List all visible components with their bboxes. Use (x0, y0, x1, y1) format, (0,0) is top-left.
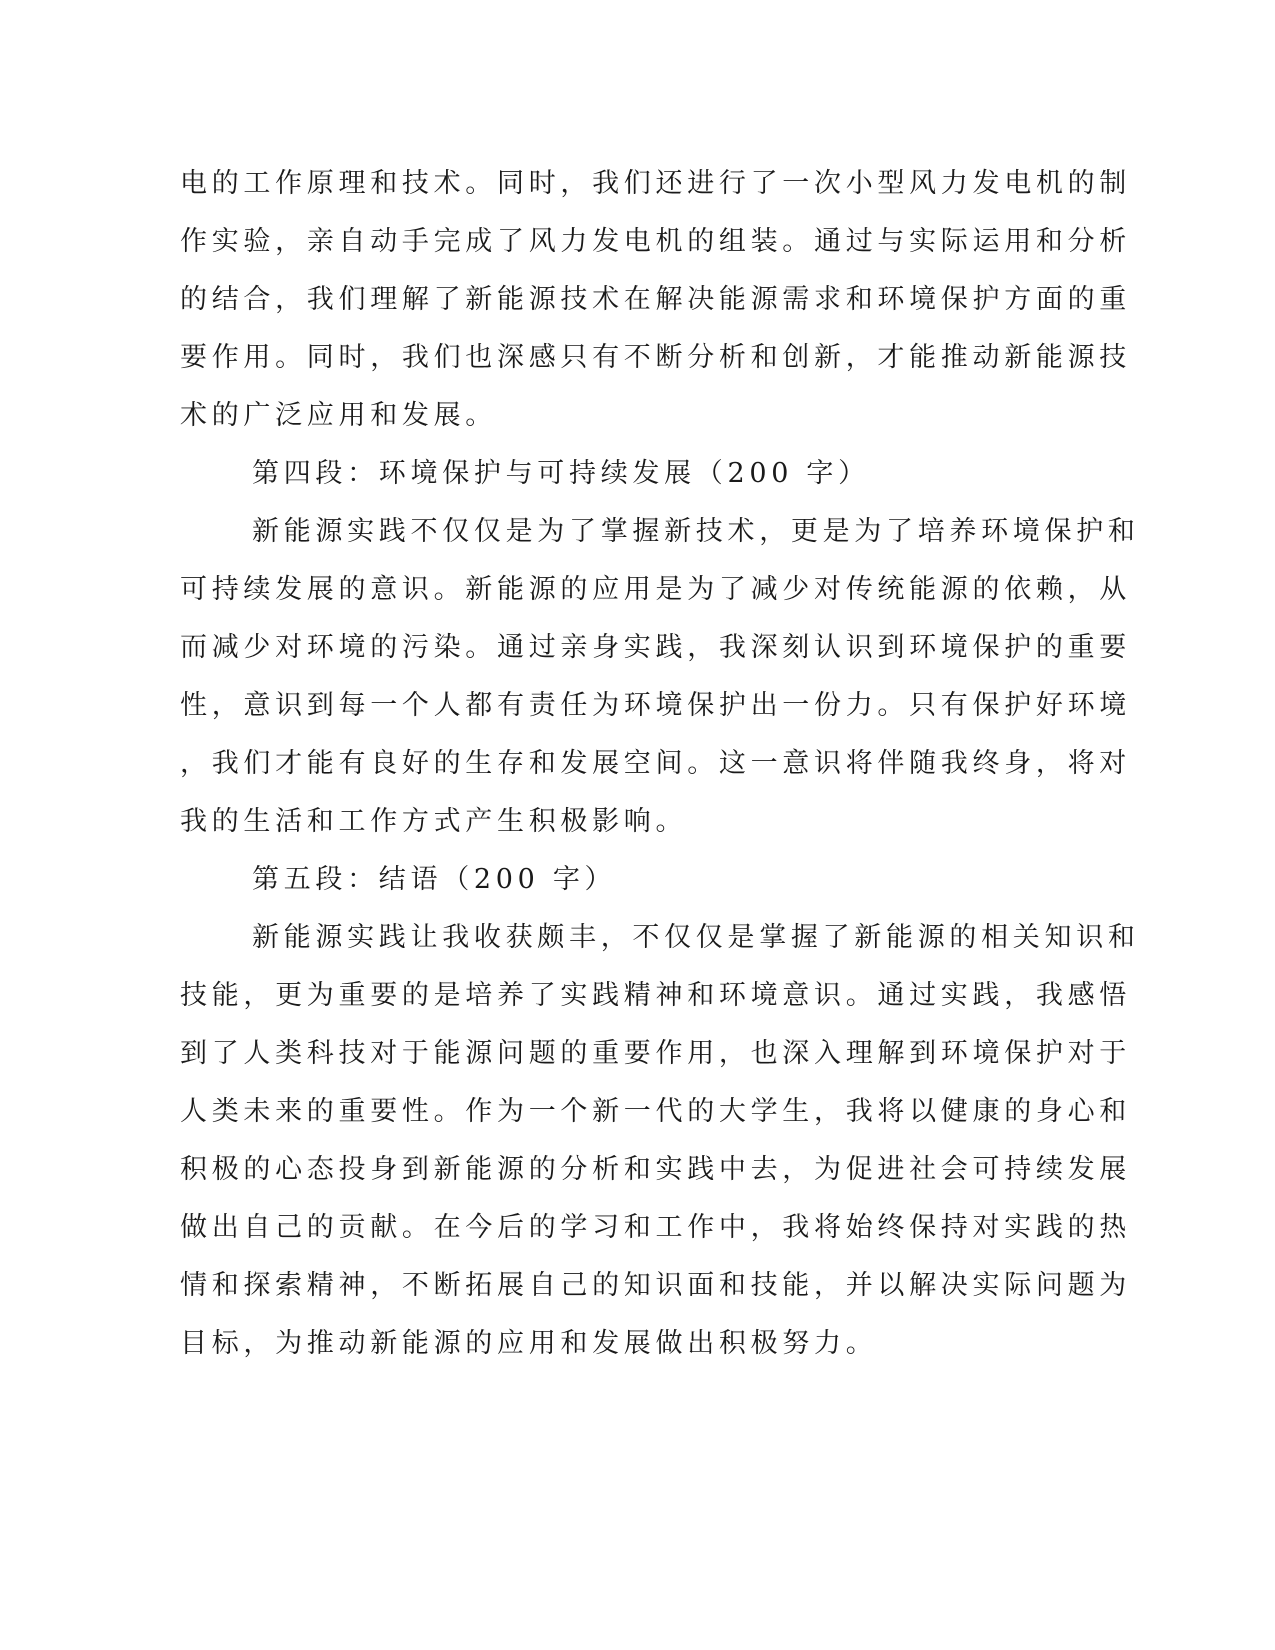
body-text-line: 我的生活和工作方式产生积极影响。 (180, 806, 688, 837)
body-text-line: 人类未来的重要性。作为一个新一代的大学生，我将以健康的身心和 (180, 1096, 1131, 1127)
body-text-line: 新能源实践不仅仅是为了掌握新技术，更是为了培养环境保护和 (252, 516, 1140, 547)
body-text-line: ，我们才能有良好的生存和发展空间。这一意识将伴随我终身，将对 (180, 748, 1131, 779)
body-text-line: 要作用。同时，我们也深感只有不断分析和创新，才能推动新能源技 (180, 342, 1131, 373)
body-text-line: 可持续发展的意识。新能源的应用是为了减少对传统能源的依赖，从 (180, 574, 1131, 605)
body-text-line: 情和探索精神，不断拓展自己的知识面和技能，并以解决实际问题为 (180, 1270, 1131, 1301)
body-text-line: 而减少对环境的污染。通过亲身实践，我深刻认识到环境保护的重要 (180, 632, 1131, 663)
body-text-line: 目标，为推动新能源的应用和发展做出积极努力。 (180, 1328, 878, 1359)
body-text-line: 术的广泛应用和发展。 (180, 400, 497, 431)
body-text-line: 新能源实践让我收获颇丰，不仅仅是掌握了新能源的相关知识和 (252, 922, 1140, 953)
body-text-line: 电的工作原理和技术。同时，我们还进行了一次小型风力发电机的制 (180, 168, 1131, 199)
body-text-line: 技能，更为重要的是培养了实践精神和环境意识。通过实践，我感悟 (180, 980, 1131, 1011)
body-text-line: 到了人类科技对于能源问题的重要作用，也深入理解到环境保护对于 (180, 1038, 1131, 1069)
body-text-line: 的结合，我们理解了新能源技术在解决能源需求和环境保护方面的重 (180, 284, 1131, 315)
body-text-line: 作实验，亲自动手完成了风力发电机的组装。通过与实际运用和分析 (180, 226, 1131, 257)
body-text-line: 做出自己的贡献。在今后的学习和工作中，我将始终保持对实践的热 (180, 1212, 1131, 1243)
section-heading-4: 第四段：环境保护与可持续发展（200 字） (252, 458, 870, 489)
body-text-line: 积极的心态投身到新能源的分析和实践中去，为促进社会可持续发展 (180, 1154, 1131, 1185)
body-text-line: 性，意识到每一个人都有责任为环境保护出一份力。只有保护好环境 (180, 690, 1131, 721)
section-heading-5: 第五段：结语（200 字） (252, 864, 617, 895)
